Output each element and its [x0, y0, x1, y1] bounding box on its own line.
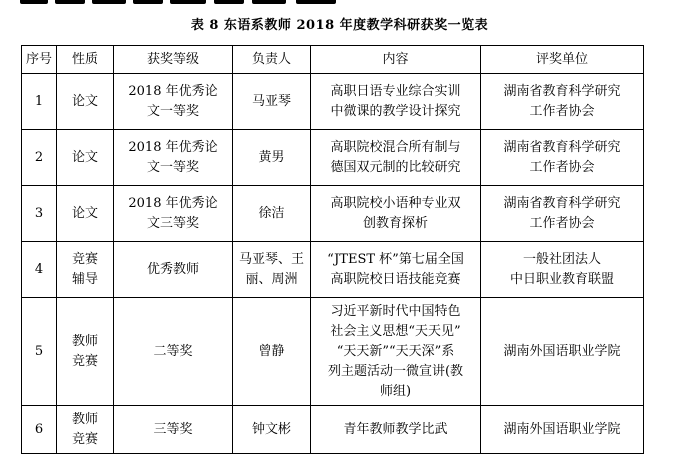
cell-no: 5 — [22, 298, 57, 406]
cell-type — [57, 186, 114, 242]
cell-org — [481, 130, 644, 186]
cell-line: 辅导 — [71, 271, 98, 287]
cell-line: 优秀教师 — [146, 261, 199, 277]
cell-no: 4 — [22, 242, 57, 298]
cell-content — [311, 242, 481, 298]
cell-line: 二等奖 — [153, 343, 193, 359]
cell-level — [114, 130, 233, 186]
cell-level — [114, 406, 233, 454]
cell-line: 列主题活动一微宣讲(教 — [327, 363, 464, 379]
table-row — [22, 242, 644, 298]
table-row — [22, 130, 644, 186]
header-level: 获奖等级 — [114, 46, 233, 74]
awards-table — [21, 45, 644, 454]
cell-type — [57, 74, 114, 130]
cell-line: 文一等奖 — [146, 159, 199, 175]
cell-org — [481, 74, 644, 130]
cell-line: 师组) — [379, 383, 412, 399]
cell-level — [114, 186, 233, 242]
cell-type — [57, 406, 114, 454]
cell-line: 2018 年优秀论 — [128, 195, 218, 211]
cell-line: 高职院校小语种专业双 — [330, 195, 461, 211]
cell-line: 论文 — [71, 93, 98, 109]
cell-line: 工作者协会 — [529, 103, 595, 119]
header-org: 评奖单位 — [481, 46, 644, 74]
cell-level — [114, 74, 233, 130]
cell-line: 马亚琴 — [251, 93, 291, 109]
header-type: 性质 — [57, 46, 114, 74]
cell-type — [57, 130, 114, 186]
cell-line: 一般社团法人 — [522, 251, 601, 267]
header-content: 内容 — [311, 46, 481, 74]
cell-org — [481, 298, 644, 406]
cell-org — [481, 406, 644, 454]
header-row — [22, 46, 644, 74]
cell-line: 竞赛 — [71, 251, 98, 267]
cell-line: 创教育探析 — [362, 215, 428, 231]
cell-line: 2018 年优秀论 — [128, 139, 218, 155]
cell-line: 工作者协会 — [529, 159, 595, 175]
cell-content — [311, 406, 481, 454]
table-row — [22, 74, 644, 130]
cell-line: 论文 — [71, 149, 98, 165]
cell-line: 竞赛 — [71, 431, 98, 447]
cell-line: 文三等奖 — [146, 215, 199, 231]
cell-person — [233, 242, 311, 298]
cell-line: 湖南外国语职业学院 — [503, 343, 621, 359]
cell-line: 文一等奖 — [146, 103, 199, 119]
cell-line: 高职院校日语技能竞赛 — [330, 271, 461, 287]
cell-line: 黄男 — [258, 149, 285, 165]
cell-no: 3 — [22, 186, 57, 242]
cell-line: 马亚琴、王 — [238, 251, 304, 267]
cell-line: “天天新”“天天深”系 — [336, 343, 455, 359]
cell-line: 中微课的教学设计探究 — [330, 103, 461, 119]
cell-person — [233, 74, 311, 130]
cell-person — [233, 130, 311, 186]
cell-line: 教师 — [71, 333, 98, 349]
cell-line: 教师 — [71, 411, 98, 427]
cell-no: 2 — [22, 130, 57, 186]
header-person: 负责人 — [233, 46, 311, 74]
cell-person — [233, 298, 311, 406]
cell-no: 1 — [22, 74, 57, 130]
cell-line: “JTEST 杯”第七届全国 — [327, 251, 464, 267]
cell-line: 湖南省教育科学研究 — [503, 139, 621, 155]
cell-person — [233, 406, 311, 454]
table-row — [22, 298, 644, 406]
cell-line: 丽、周洲 — [245, 271, 298, 287]
table-row — [22, 406, 644, 454]
cell-line: 湖南省教育科学研究 — [503, 83, 621, 99]
cell-person — [233, 186, 311, 242]
cell-type — [57, 298, 114, 406]
cell-line: 湖南外国语职业学院 — [503, 421, 621, 437]
cell-line: 习近平新时代中国特色 — [330, 303, 461, 319]
cell-level — [114, 242, 233, 298]
cell-level — [114, 298, 233, 406]
cell-org — [481, 242, 644, 298]
cell-line: 湖南省教育科学研究 — [503, 195, 621, 211]
cell-line: 高职院校混合所有制与 — [330, 139, 461, 155]
cell-content — [311, 130, 481, 186]
cell-line: 徐洁 — [258, 205, 285, 221]
cell-type — [57, 242, 114, 298]
cell-content — [311, 74, 481, 130]
cell-line: 中日职业教育联盟 — [509, 271, 614, 287]
cell-line: 论文 — [71, 205, 98, 221]
table-row — [22, 186, 644, 242]
cell-line: 青年教师教学比武 — [343, 421, 448, 437]
cell-line: 竞赛 — [71, 353, 98, 369]
cell-content — [311, 186, 481, 242]
cropped-text-strip — [0, 0, 679, 6]
cell-line: 工作者协会 — [529, 215, 595, 231]
cell-line: 钟文彬 — [251, 421, 291, 437]
cell-line: 2018 年优秀论 — [128, 83, 218, 99]
cell-line: 社会主义思想“天天见” — [330, 323, 461, 339]
cell-org — [481, 186, 644, 242]
header-no: 序号 — [22, 46, 57, 74]
cell-line: 曾静 — [258, 343, 285, 359]
cell-line: 高职日语专业综合实训 — [330, 83, 461, 99]
cell-line: 三等奖 — [153, 421, 193, 437]
cell-no: 6 — [22, 406, 57, 454]
cell-line: 德国双元制的比较研究 — [330, 159, 461, 175]
table-caption: 表 8 东语系教师 2018 年度教学科研获奖一览表 — [190, 18, 489, 33]
cell-content — [311, 298, 481, 406]
